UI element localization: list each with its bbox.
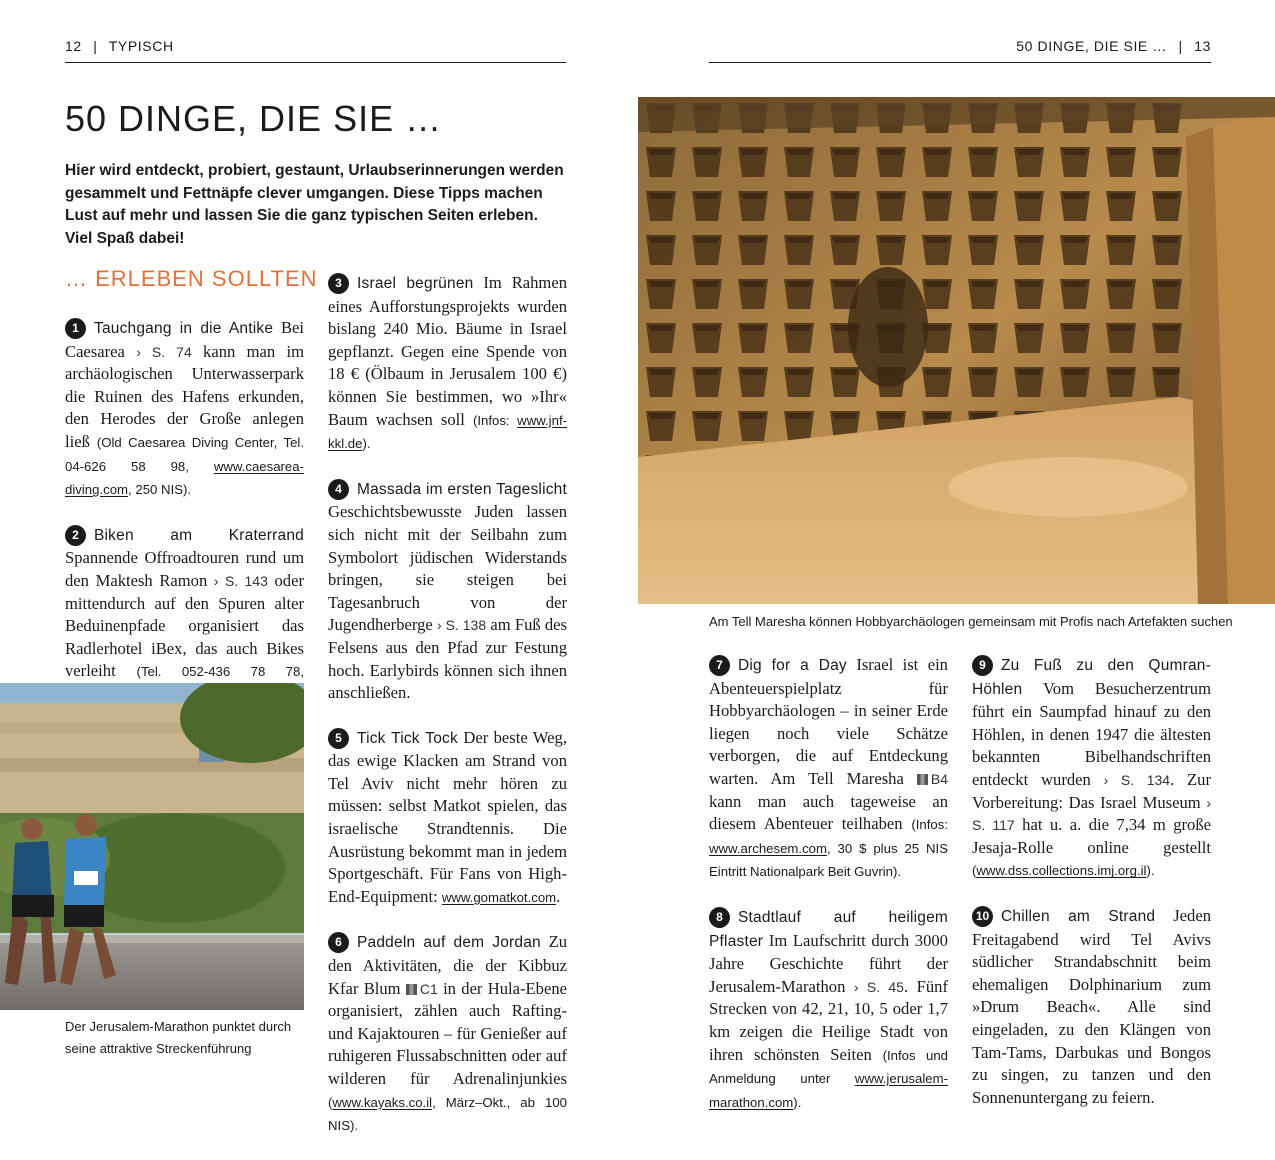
column-4 [972,654,1211,1131]
entry-title: Israel begrünen [357,275,474,292]
entry-number-badge: 6 [328,932,349,953]
entry-6 [328,931,567,1137]
entry-5 [328,727,567,910]
entry-info: ( [328,1094,333,1110]
entry-text: Im Rahmen eines Aufforstungsprojekts wurden bislang 240 Mio. Bäume in Israel gepflanzt. Gegen eine Spende von 18 € (Ölbaum in Jerusalem 100 €) können Sie bestimmen, wo »Ihr« Baum wachsen soll [328,273,568,429]
entry-link[interactable]: www.jerusalem-marathon.com [709,1071,948,1110]
entry-10 [972,905,1211,1109]
header-separator: | [93,38,98,54]
map-icon [406,984,417,995]
arrow-icon: › [436,617,442,634]
entry-link[interactable]: www.dss.collections.imj.org.il [976,863,1147,879]
page-ref-label: S. 134 [1120,771,1171,788]
entry-text: Israel ist ein Abenteuerspielplatz für Hobbyarchäologen – in seiner Erde liegen noch viele Schätze verborgen, die auf Entdeckung warten. Am Tell Maresha [709,655,948,788]
right-running-head [1016,38,1211,54]
entry-info: ( [972,863,977,879]
entry-info: (Old Caesarea Diving Center, Tel. 04-626 58 98, [65,434,305,474]
map-ref[interactable] [917,771,948,787]
page-ref-label: S. 143 [224,572,268,589]
entry-info: , 30 $ plus 25 NIS Eintritt Nationalpark Beit Guvrin). [709,840,948,880]
entry-number-badge: 8 [709,907,730,928]
entry-title: Biken am Kraterrand [94,526,304,544]
left-header-rule [65,62,566,63]
entry-text: Vom Besucherzentrum führt ein Saumpfad hinauf zu den Höhlen, in denen 1947 die ältesten bekannten Bibelhandschriften entdeckt wurden [972,678,1211,789]
entry-title: Stadtlauf auf heiligem Pflaster [709,908,948,950]
entry-8 [709,906,948,1114]
marathon-photo-caption: Der Jerusalem-Marathon punktet durch seine attraktive Streckenführung [65,1019,292,1056]
entry-info: , 250 NIS). [128,482,192,498]
page-ref-label: S. 117 [972,817,1015,834]
entry-text: . Zur Vorbereitung: Das Israel Museum [972,769,1211,812]
entry-title: Chillen am Strand [1001,907,1156,925]
page-title: 50 DINGE, DIE SIE … [65,98,443,139]
entry-title: Tick Tick Tock [357,729,458,747]
section-heading: … ERLEBEN SOLLTEN [65,266,318,291]
column-2 [328,272,567,1160]
entry-link[interactable]: www.caesarea-diving.com [65,458,304,498]
entry-info: ). [1146,863,1155,879]
left-section-name: TYPISCH [108,38,174,54]
page-ref[interactable] [437,617,486,633]
entry-text: Zu den Aktivitäten, die der Kibbuz Kfar Blum [328,932,568,998]
page-ref-label: S. 74 [151,343,192,360]
map-icon [917,774,928,785]
right-page-number: 13 [1194,38,1211,54]
entry-info: ). [793,1094,802,1110]
column-1 [65,317,304,730]
entry-3 [328,272,567,456]
entry-info: (Infos: [911,817,948,833]
entry-title: Dig for a Day [738,657,847,674]
entry-link[interactable]: www.jnf-kkl.de [328,412,567,452]
entry-title: Tauchgang in die Antike [94,320,274,337]
map-ref-label: C1 [419,980,438,997]
column-3 [709,654,948,1136]
entry-text: Im Laufschritt durch 3000 Jahre Geschichte führt der Jerusalem-Marathon [709,930,948,996]
entry-number-badge: 9 [972,655,993,676]
entry-9 [972,654,1211,883]
entry-text: Bei Caesarea [65,318,304,361]
right-header-rule [709,62,1211,63]
entry-text: kann man im archäologischen Unterwasserpark die Ruinen des Hafens erkunden, den Herodes der Große anlegen ließ [65,341,304,451]
entry-1 [65,317,304,502]
entry-number-badge: 7 [709,655,730,676]
entry-number-badge: 3 [328,273,349,294]
arrow-icon: › [853,978,859,995]
entry-title: Massada im ersten Tageslicht [357,480,567,498]
page-ref-label: S. 45 [866,978,904,995]
page-ref[interactable] [136,344,192,360]
entry-info: (Infos: [472,412,518,428]
page-ref[interactable] [1104,772,1170,788]
entry-text: in der Hula-Ebene organisiert, zählen auch Rafting- und Kajaktouren – für Genießer auf ruhigeren Flussabschnitten oder auf wilderen für Adrenalinjunkies [328,978,567,1088]
entry-4 [328,478,567,705]
entry-text: am Fuß des Felsens aus den Pfad zur Festung hoch. Earlybirds können sich ihnen anschließen. [328,615,567,703]
marathon-photo-image [0,683,304,1010]
left-running-head [65,38,174,54]
cave-photo [638,97,1275,604]
entry-link[interactable]: www.gomatkot.com [441,889,557,905]
entry-text: oder mittendurch auf den Spuren alter Beduinenpfade organisiert das Radlerhotel iBex, das auch Bikes verleiht [65,570,304,681]
header-separator: | [1178,38,1183,54]
entry-number-badge: 4 [328,479,349,500]
entry-text: kann man auch tageweise an diesem Abenteuer teilhaben [709,791,948,834]
entry-7 [709,654,948,884]
page-ref[interactable] [214,573,268,589]
page-ref[interactable] [854,979,904,995]
cave-photo-image [638,97,1275,604]
entry-text: Jeden Freitagabend wird Tel Avivs südlicher Strandabschnitt beim ehemaligen Dolphinarium zum »Drum Beach«. Alle sind eingeladen, zu den Klängen von Tam-Tams, Darbukas und Bongos zu singen, zu tanzen und den Sonnenuntergang zu feiern. [972,905,1211,1107]
entry-text: Geschichtsbewusste Juden lassen sich nicht mit der Seilbahn zum Symbolort jüdischen Widerstands bringen, sie steigen bei Tagesanbruch von der Jugendherberge [328,502,567,635]
entry-text: Der beste Weg, das ewige Klacken am Strand von Tel Aviv nicht mehr hören zu müssen: selbst Matkot spielen, das israelische Strandtennis. Die Ausrüstung bekommt man in jedem Sportgeschäft. Für Fans von High-End-Equipment: [328,727,567,906]
entry-text: . [556,886,561,906]
entry-link[interactable]: www.archesem.com [709,840,827,856]
entry-title: Zu Fuß zu den Qumran-Höhlen [972,657,1211,698]
entry-info: (Infos und Anmeldung unter [709,1047,948,1087]
entry-link[interactable]: www.kayaks.co.il [332,1094,433,1110]
entry-info: ). [362,436,371,452]
map-ref-label: B4 [930,770,948,787]
entry-2 [65,524,304,708]
entry-text: hat u. a. die 7,34 m große Jesaja-Rolle online gestellt [972,815,1212,857]
map-ref[interactable] [406,981,438,997]
entry-number-badge: 2 [65,525,86,546]
entry-info: , März–Okt., ab 100 NIS). [328,1094,567,1134]
intro-paragraph: Hier wird entdeckt, probiert, gestaunt, Urlaubserinnerungen werden gesammelt und Fettnäpfe clever umgangen. Diese Tipps machen Lust auf mehr und lassen Sie die ganz typischen Seiten erleben. Viel Spaß dabei! [65,162,564,247]
entry-number-badge: 10 [972,906,993,927]
entry-title: Paddeln auf dem Jordan [357,934,541,952]
arrow-icon: › [213,572,219,589]
arrow-icon: › [1103,771,1109,788]
right-section-name: 50 DINGE, DIE SIE … [1016,38,1167,54]
cave-photo-caption: Am Tell Maresha können Hobbyarchäologen gemeinsam mit Profis nach Artefakten suchen [709,614,1233,629]
entry-text: . Fünf Strecken von 42, 21, 10, 5 oder 1,7 km zeigen die Heilige Stadt von ihren schönsten Seiten [709,976,948,1064]
marathon-photo [0,683,304,1010]
arrow-icon: › [136,343,141,360]
left-page-number: 12 [65,38,82,54]
arrow-icon: › [1206,794,1211,811]
entry-text: Spannende Offroadtouren rund um den Maktesh Ramon [65,548,304,590]
page-ref-label: S. 138 [445,617,487,634]
entry-number-badge: 5 [328,728,349,749]
entry-number-badge: 1 [65,318,86,339]
entry-info: (Tel. 052-436 78 78, [136,664,304,680]
